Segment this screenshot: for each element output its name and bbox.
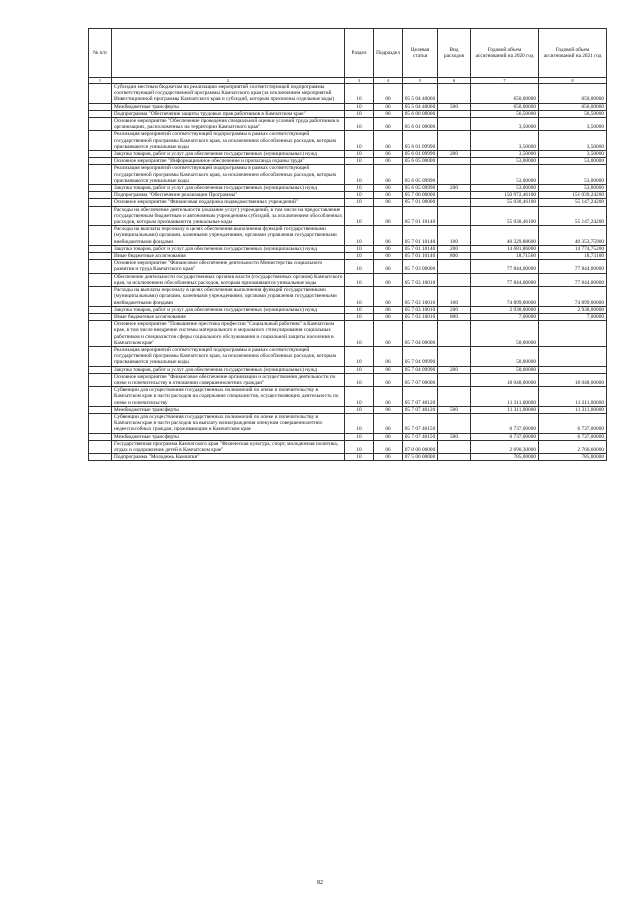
cell-razdel: 10 bbox=[345, 373, 374, 386]
cell-target-article: 05 7 03 00000 bbox=[403, 260, 438, 273]
cell-razdel: 10 bbox=[345, 260, 374, 273]
cell-razdel: 10 bbox=[345, 151, 374, 158]
cell-expense-type: 100 bbox=[438, 287, 471, 307]
cell-target-article: 05 6 01 09990 bbox=[403, 151, 438, 158]
cell-amount-2020: 650,00000 bbox=[471, 84, 539, 104]
cell-expense-type: 500 bbox=[438, 406, 471, 413]
table-body bbox=[89, 84, 607, 461]
cell-name: Реализация мероприятий соответствующей подпрограммы в рамках соответствующей государственной программы Камчатского края, за исключением обособленных расходов, которым присваиваются уникальные коды bbox=[112, 131, 345, 151]
cell-razdel: 10 bbox=[345, 406, 374, 413]
cell-amount-2021: 14 774,75200 bbox=[539, 245, 607, 252]
cell-num bbox=[89, 158, 112, 165]
column-number: 5 bbox=[403, 78, 438, 84]
cell-podrazdel: 06 bbox=[374, 260, 403, 273]
cell-podrazdel: 06 bbox=[374, 185, 403, 192]
cell-expense-type bbox=[438, 131, 471, 151]
cell-podrazdel: 06 bbox=[374, 313, 403, 320]
table-row bbox=[89, 110, 607, 117]
table-row bbox=[89, 118, 607, 131]
cell-name: Межбюджетные трансферты bbox=[112, 103, 345, 110]
cell-num bbox=[89, 273, 112, 286]
cell-podrazdel: 06 bbox=[374, 131, 403, 151]
table-row bbox=[89, 185, 607, 192]
cell-expense-type: 500 bbox=[438, 103, 471, 110]
cell-num bbox=[89, 440, 112, 453]
cell-name: Закупка товаров, работ и услуг для обеспечения государственных (муниципальных) нужд bbox=[112, 151, 345, 158]
cell-amount-2021: 11 311,00000 bbox=[539, 387, 607, 407]
cell-target-article: 05 7 03 10010 bbox=[403, 287, 438, 307]
cell-razdel: 10 bbox=[345, 131, 374, 151]
cell-num bbox=[89, 253, 112, 260]
cell-num bbox=[89, 131, 112, 151]
cell-name: Основное мероприятие "Финансовое обеспечение организации и осуществления деятельности по опеке и попечительству в отношении совершеннолетних граждан" bbox=[112, 373, 345, 386]
cell-podrazdel: 06 bbox=[374, 433, 403, 440]
table-row bbox=[89, 321, 607, 347]
header-expense-type: Вид расходов bbox=[438, 29, 471, 78]
table-header-row bbox=[89, 29, 607, 78]
cell-podrazdel: 06 bbox=[374, 373, 403, 386]
table-row bbox=[89, 387, 607, 407]
cell-podrazdel: 06 bbox=[374, 454, 403, 461]
cell-amount-2020: 11 311,00000 bbox=[471, 406, 539, 413]
table-row bbox=[89, 313, 607, 320]
cell-name: Реализация мероприятий соответствующей подпрограммы в рамках соответствующей государственной программы Камчатского края, за исключением обособленных расходов, которым присваиваются уникальные коды bbox=[112, 165, 345, 185]
cell-amount-2020: 40 329,88600 bbox=[471, 226, 539, 246]
table-row bbox=[89, 131, 607, 151]
cell-target-article: 05 7 07 40150 bbox=[403, 433, 438, 440]
cell-target-article: 05 7 04 00000 bbox=[403, 321, 438, 347]
cell-amount-2020: 14 681,86000 bbox=[471, 245, 539, 252]
cell-amount-2021: 18 048,00000 bbox=[539, 373, 607, 386]
cell-podrazdel: 06 bbox=[374, 118, 403, 131]
table-row bbox=[89, 103, 607, 110]
cell-num bbox=[89, 118, 112, 131]
cell-name: Межбюджетные трансферты bbox=[112, 406, 345, 413]
header-razdel: Раздел bbox=[345, 29, 374, 78]
cell-amount-2020: 77 844,00000 bbox=[471, 260, 539, 273]
cell-name: Основное мероприятие "Финансовое обеспечение деятельности Министерства социального развития и труда Камчатского края" bbox=[112, 260, 345, 273]
cell-expense-type bbox=[438, 321, 471, 347]
cell-amount-2021: 7,00000 bbox=[539, 313, 607, 320]
cell-amount-2020: 50,00000 bbox=[471, 366, 539, 373]
cell-target-article: 05 5 04 40060 bbox=[403, 84, 438, 104]
cell-num bbox=[89, 287, 112, 307]
cell-podrazdel: 06 bbox=[374, 273, 403, 286]
cell-num bbox=[89, 406, 112, 413]
cell-target-article: 05 7 07 00000 bbox=[403, 373, 438, 386]
cell-podrazdel: 06 bbox=[374, 440, 403, 453]
cell-razdel: 10 bbox=[345, 226, 374, 246]
cell-amount-2020: 50,00000 bbox=[471, 321, 539, 347]
table-row bbox=[89, 273, 607, 286]
cell-name: Подпрограмма "Обеспечение защиты трудовых прав работников в Камчатском крае" bbox=[112, 110, 345, 117]
table-row bbox=[89, 454, 607, 461]
cell-amount-2021: 3,50000 bbox=[539, 151, 607, 158]
cell-target-article: 07 5 00 00000 bbox=[403, 454, 438, 461]
cell-num bbox=[89, 433, 112, 440]
cell-target-article: 05 6 05 09990 bbox=[403, 185, 438, 192]
cell-razdel: 10 bbox=[345, 313, 374, 320]
cell-podrazdel: 06 bbox=[374, 103, 403, 110]
cell-podrazdel: 06 bbox=[374, 366, 403, 373]
cell-target-article: 05 7 01 10140 bbox=[403, 226, 438, 246]
table-row bbox=[89, 192, 607, 199]
table-row bbox=[89, 206, 607, 226]
cell-podrazdel: 06 bbox=[374, 192, 403, 199]
cell-target-article: 05 7 07 40120 bbox=[403, 406, 438, 413]
cell-amount-2021: 40 353,75900 bbox=[539, 226, 607, 246]
cell-name: Подпрограмма "Молодежь Камчатки" bbox=[112, 454, 345, 461]
table-row bbox=[89, 287, 607, 307]
page-number: 82 bbox=[317, 880, 323, 886]
cell-expense-type: 500 bbox=[438, 433, 471, 440]
table-row bbox=[89, 84, 607, 104]
table-row bbox=[89, 306, 607, 313]
cell-amount-2020: 11 311,00000 bbox=[471, 387, 539, 407]
cell-amount-2021 bbox=[539, 321, 607, 347]
cell-podrazdel: 06 bbox=[374, 245, 403, 252]
cell-razdel: 10 bbox=[345, 387, 374, 407]
cell-num bbox=[89, 373, 112, 386]
cell-amount-2021: 151 039,24200 bbox=[539, 192, 607, 199]
cell-amount-2020: 6 737,00000 bbox=[471, 433, 539, 440]
cell-name: Субвенции для осуществления государственных полномочий по опеке и попечительству в Камчатском крае в части расходов на содержание специалистов, осуществляющих деятельность по опеке и попечительству bbox=[112, 387, 345, 407]
cell-amount-2021: 6 737,00000 bbox=[539, 413, 607, 433]
cell-razdel: 10 bbox=[345, 306, 374, 313]
cell-target-article: 05 7 03 10010 bbox=[403, 313, 438, 320]
table-row bbox=[89, 406, 607, 413]
cell-razdel: 10 bbox=[345, 206, 374, 226]
cell-amount-2020: 785,00000 bbox=[471, 454, 539, 461]
cell-target-article: 05 7 03 10010 bbox=[403, 306, 438, 313]
budget-table-sheet bbox=[88, 28, 606, 461]
cell-expense-type: 200 bbox=[438, 185, 471, 192]
cell-expense-type: 100 bbox=[438, 226, 471, 246]
cell-amount-2021: 77 844,00000 bbox=[539, 273, 607, 286]
cell-name: Закупка товаров, работ и услуг для обеспечения государственных (муниципальных) нужд bbox=[112, 366, 345, 373]
cell-num bbox=[89, 110, 112, 117]
cell-name: Основное мероприятие "Финансовая поддержка подведомственных учреждений" bbox=[112, 199, 345, 206]
cell-num bbox=[89, 313, 112, 320]
cell-name: Реализация мероприятий соответствующей подпрограммы в рамках соответствующей государственной программы Камчатского края, за исключением обособленных расходов, которым присваиваются уникальные коды bbox=[112, 346, 345, 366]
cell-razdel: 10 bbox=[345, 253, 374, 260]
header-year-2021: Годовой объем ассигнований на 2021 год bbox=[539, 29, 607, 78]
cell-num bbox=[89, 199, 112, 206]
cell-podrazdel: 06 bbox=[374, 84, 403, 104]
cell-razdel: 10 bbox=[345, 110, 374, 117]
cell-amount-2020: 650,00000 bbox=[471, 103, 539, 110]
cell-podrazdel: 06 bbox=[374, 287, 403, 307]
cell-amount-2020: 3,50000 bbox=[471, 151, 539, 158]
cell-num bbox=[89, 103, 112, 110]
cell-name: Закупка товаров, работ и услуг для обеспечения государственных (муниципальных) нужд bbox=[112, 245, 345, 252]
cell-target-article: 07 0 00 00000 bbox=[403, 440, 438, 453]
cell-amount-2021: 2 938,00000 bbox=[539, 306, 607, 313]
cell-amount-2020: 6 737,00000 bbox=[471, 413, 539, 433]
cell-amount-2020: 2 938,00000 bbox=[471, 306, 539, 313]
cell-name: Межбюджетные трансферты bbox=[112, 433, 345, 440]
column-number: 8 bbox=[539, 78, 607, 84]
cell-amount-2021: 785,00000 bbox=[539, 454, 607, 461]
table-row bbox=[89, 413, 607, 433]
table-row bbox=[89, 226, 607, 246]
cell-podrazdel: 06 bbox=[374, 253, 403, 260]
cell-podrazdel: 06 bbox=[374, 226, 403, 246]
cell-target-article: 05 5 04 40060 bbox=[403, 103, 438, 110]
cell-razdel: 10 bbox=[345, 413, 374, 433]
cell-name: Иные бюджетные ассигнования bbox=[112, 313, 345, 320]
cell-podrazdel: 06 bbox=[374, 306, 403, 313]
cell-podrazdel: 06 bbox=[374, 158, 403, 165]
cell-razdel: 10 bbox=[345, 273, 374, 286]
cell-name: Расходы на выплаты персоналу в целях обеспечения выполнения функций государственными (муниципальными) органами, казенными учреждениями, органами управления государственными внебюджетными фондами bbox=[112, 287, 345, 307]
cell-amount-2021: 3,50000 bbox=[539, 131, 607, 151]
cell-podrazdel: 06 bbox=[374, 387, 403, 407]
column-number: 6 bbox=[438, 78, 471, 84]
cell-podrazdel: 06 bbox=[374, 151, 403, 158]
cell-expense-type: 200 bbox=[438, 245, 471, 252]
cell-target-article: 05 7 03 10010 bbox=[403, 273, 438, 286]
cell-razdel: 10 bbox=[345, 245, 374, 252]
cell-amount-2021: 77 844,00000 bbox=[539, 260, 607, 273]
cell-amount-2020: 53,00000 bbox=[471, 165, 539, 185]
cell-podrazdel: 06 bbox=[374, 110, 403, 117]
column-number: 4 bbox=[374, 78, 403, 84]
cell-num bbox=[89, 321, 112, 347]
cell-amount-2020: 55 030,46100 bbox=[471, 206, 539, 226]
cell-expense-type bbox=[438, 373, 471, 386]
cell-expense-type bbox=[438, 199, 471, 206]
cell-num bbox=[89, 346, 112, 366]
cell-razdel: 10 bbox=[345, 199, 374, 206]
cell-target-article: 05 7 04 09990 bbox=[403, 346, 438, 366]
cell-amount-2020: 7,00000 bbox=[471, 313, 539, 320]
cell-podrazdel: 06 bbox=[374, 199, 403, 206]
cell-amount-2020: 55 030,46100 bbox=[471, 199, 539, 206]
cell-num bbox=[89, 192, 112, 199]
cell-amount-2020: 3,50000 bbox=[471, 118, 539, 131]
cell-amount-2020: 2 690,30000 bbox=[471, 440, 539, 453]
cell-amount-2020: 56,50000 bbox=[471, 110, 539, 117]
cell-name: Закупка товаров, работ и услуг для обеспечения государственных (муниципальных) нужд bbox=[112, 185, 345, 192]
cell-amount-2021: 11 311,00000 bbox=[539, 406, 607, 413]
header-target-article: Целевая статья bbox=[403, 29, 438, 78]
cell-amount-2020: 150 972,46100 bbox=[471, 192, 539, 199]
cell-expense-type bbox=[438, 260, 471, 273]
cell-razdel: 10 bbox=[345, 158, 374, 165]
cell-name: Основное мероприятие "Повышение престижа профессии "Социальный работник" в Камчатском крае, в том числе внедрение системы материального и морального стимулирования социальных работников и специалистов сферы социального обслуживания и социальной защиты населения в Камчатском крае" bbox=[112, 321, 345, 347]
cell-razdel: 10 bbox=[345, 321, 374, 347]
cell-expense-type bbox=[438, 273, 471, 286]
header-podrazdel: Подраздел bbox=[374, 29, 403, 78]
table-row bbox=[89, 433, 607, 440]
cell-podrazdel: 06 bbox=[374, 165, 403, 185]
cell-amount-2021: 6 737,00000 bbox=[539, 433, 607, 440]
cell-target-article: 05 7 01 10140 bbox=[403, 253, 438, 260]
cell-razdel: 10 bbox=[345, 165, 374, 185]
cell-name: Субвенции для осуществления государственных полномочий по опеке и попечительству в Камчатском крае в части расходов на выплату вознаграждения опекунам совершеннолетних недееспособных граждан, проживающим в Камчатском крае bbox=[112, 413, 345, 433]
table-row bbox=[89, 245, 607, 252]
cell-expense-type bbox=[438, 84, 471, 104]
cell-num bbox=[89, 151, 112, 158]
cell-target-article: 05 7 07 40120 bbox=[403, 387, 438, 407]
cell-num bbox=[89, 413, 112, 433]
cell-target-article: 05 7 00 00000 bbox=[403, 192, 438, 199]
cell-name: Субсидии местным бюджетам на реализацию мероприятий соответствующей подпрограммы соответствующей государственной программы Камчатского края (за исключением мероприятий Инвестиционной программы Камчатского края и субсидий, которым присвоены отдельные коды) bbox=[112, 84, 345, 104]
cell-target-article: 05 6 05 00000 bbox=[403, 158, 438, 165]
table-row bbox=[89, 165, 607, 185]
cell-num bbox=[89, 245, 112, 252]
cell-num bbox=[89, 306, 112, 313]
cell-razdel: 10 bbox=[345, 185, 374, 192]
cell-amount-2020: 77 844,00000 bbox=[471, 273, 539, 286]
cell-amount-2021: 3,50000 bbox=[539, 118, 607, 131]
column-number: 1 bbox=[89, 78, 112, 84]
cell-target-article: 05 6 01 00000 bbox=[403, 118, 438, 131]
cell-expense-type bbox=[438, 387, 471, 407]
cell-target-article: 05 7 04 09990 bbox=[403, 366, 438, 373]
cell-razdel: 10 bbox=[345, 433, 374, 440]
table-row bbox=[89, 373, 607, 386]
cell-expense-type bbox=[438, 346, 471, 366]
table-row bbox=[89, 158, 607, 165]
cell-expense-type: 200 bbox=[438, 366, 471, 373]
cell-amount-2020: 74 899,00000 bbox=[471, 287, 539, 307]
cell-num bbox=[89, 260, 112, 273]
cell-expense-type: 200 bbox=[438, 151, 471, 158]
cell-amount-2020: 18,71500 bbox=[471, 253, 539, 260]
cell-expense-type: 800 bbox=[438, 313, 471, 320]
cell-expense-type: 800 bbox=[438, 253, 471, 260]
cell-target-article: 05 6 01 09990 bbox=[403, 131, 438, 151]
cell-razdel: 10 bbox=[345, 366, 374, 373]
cell-amount-2021: 55 147,24200 bbox=[539, 206, 607, 226]
cell-name: Подпрограмма "Обеспечение реализации Программы" bbox=[112, 192, 345, 199]
cell-razdel: 10 bbox=[345, 103, 374, 110]
cell-num bbox=[89, 226, 112, 246]
cell-target-article: 05 7 01 10140 bbox=[403, 206, 438, 226]
cell-target-article: 05 7 07 40150 bbox=[403, 413, 438, 433]
cell-name: Иные бюджетные ассигнования bbox=[112, 253, 345, 260]
column-number: 7 bbox=[471, 78, 539, 84]
cell-amount-2021: 53,00000 bbox=[539, 165, 607, 185]
cell-amount-2020: 18 048,00000 bbox=[471, 373, 539, 386]
cell-expense-type bbox=[438, 158, 471, 165]
cell-podrazdel: 06 bbox=[374, 413, 403, 433]
table-row bbox=[89, 366, 607, 373]
cell-name: Расходы на выплаты персоналу в целях обеспечения выполнения функций государственными (муниципальными) органами, казенными учреждениями, органами управления государственными внебюджетными фондами bbox=[112, 226, 345, 246]
cell-num bbox=[89, 206, 112, 226]
cell-name: Расходы на обеспечение деятельности (оказание услуг) учреждений, в том числе на предоставление государственным бюджетным и автономным учреждениям субсидий, за исключением обособленных расходов, которым присваиваются уникальные коды bbox=[112, 206, 345, 226]
cell-expense-type bbox=[438, 440, 471, 453]
cell-amount-2021: 55 147,24200 bbox=[539, 199, 607, 206]
cell-expense-type: 200 bbox=[438, 306, 471, 313]
cell-razdel: 10 bbox=[345, 84, 374, 104]
cell-num bbox=[89, 366, 112, 373]
table-row bbox=[89, 199, 607, 206]
header-name bbox=[112, 29, 345, 78]
cell-amount-2021: 650,00000 bbox=[539, 84, 607, 104]
header-year-2020: Годовой объем ассигнований на 2020 год bbox=[471, 29, 539, 78]
cell-amount-2021: 18,73100 bbox=[539, 253, 607, 260]
cell-razdel: 10 bbox=[345, 287, 374, 307]
cell-name: Закупка товаров, работ и услуг для обеспечения государственных (муниципальных) нужд bbox=[112, 306, 345, 313]
table-row bbox=[89, 151, 607, 158]
cell-amount-2020: 53,00000 bbox=[471, 158, 539, 165]
cell-expense-type bbox=[438, 118, 471, 131]
cell-name: Основное мероприятие "Информационное обеспечение и пропаганда охраны труда" bbox=[112, 158, 345, 165]
cell-razdel: 10 bbox=[345, 192, 374, 199]
cell-amount-2021: 53,00000 bbox=[539, 185, 607, 192]
cell-amount-2021: 2 766,60000 bbox=[539, 440, 607, 453]
cell-razdel: 10 bbox=[345, 346, 374, 366]
column-number: 2 bbox=[112, 78, 345, 84]
cell-num bbox=[89, 165, 112, 185]
cell-num bbox=[89, 387, 112, 407]
table-row bbox=[89, 440, 607, 453]
cell-podrazdel: 06 bbox=[374, 321, 403, 347]
column-number: 3 bbox=[345, 78, 374, 84]
cell-amount-2021: 56,50000 bbox=[539, 110, 607, 117]
cell-target-article: 05 7 01 00000 bbox=[403, 199, 438, 206]
cell-name: Государственная программа Камчатского края "Физическая культура, спорт, молодежная политика, отдых и оздоровление детей в Камчатском крае" bbox=[112, 440, 345, 453]
cell-amount-2020: 53,00000 bbox=[471, 185, 539, 192]
cell-podrazdel: 06 bbox=[374, 406, 403, 413]
cell-target-article: 05 6 05 09990 bbox=[403, 165, 438, 185]
cell-num bbox=[89, 454, 112, 461]
cell-num bbox=[89, 185, 112, 192]
cell-target-article: 05 7 01 10140 bbox=[403, 245, 438, 252]
cell-expense-type bbox=[438, 206, 471, 226]
cell-razdel: 10 bbox=[345, 454, 374, 461]
cell-amount-2021: 53,00000 bbox=[539, 158, 607, 165]
cell-amount-2021 bbox=[539, 366, 607, 373]
cell-amount-2020: 50,00000 bbox=[471, 346, 539, 366]
cell-razdel: 10 bbox=[345, 118, 374, 131]
cell-expense-type bbox=[438, 454, 471, 461]
cell-expense-type bbox=[438, 165, 471, 185]
cell-expense-type bbox=[438, 110, 471, 117]
cell-podrazdel: 06 bbox=[374, 346, 403, 366]
budget-allocation-table bbox=[88, 28, 607, 461]
table-row bbox=[89, 346, 607, 366]
cell-razdel: 10 bbox=[345, 440, 374, 453]
cell-amount-2021: 650,00000 bbox=[539, 103, 607, 110]
cell-amount-2020: 3,50000 bbox=[471, 131, 539, 151]
cell-podrazdel: 06 bbox=[374, 206, 403, 226]
cell-amount-2021: 74 899,00000 bbox=[539, 287, 607, 307]
cell-expense-type bbox=[438, 192, 471, 199]
table-row bbox=[89, 253, 607, 260]
cell-expense-type bbox=[438, 413, 471, 433]
cell-target-article: 05 6 00 00000 bbox=[403, 110, 438, 117]
header-num: № п/п bbox=[89, 29, 112, 78]
cell-num bbox=[89, 84, 112, 104]
cell-name: Основное мероприятие "Обеспечение проведения специальной оценки условий труда работников в организациях, расположенных на территории Камчатского края" bbox=[112, 118, 345, 131]
table-row bbox=[89, 260, 607, 273]
cell-amount-2021 bbox=[539, 346, 607, 366]
cell-name: Обеспечение деятельности государственных органов власти (государственных органов) Камчатского края, за исключением обособленных расходов, которым присваиваются уникальные коды bbox=[112, 273, 345, 286]
